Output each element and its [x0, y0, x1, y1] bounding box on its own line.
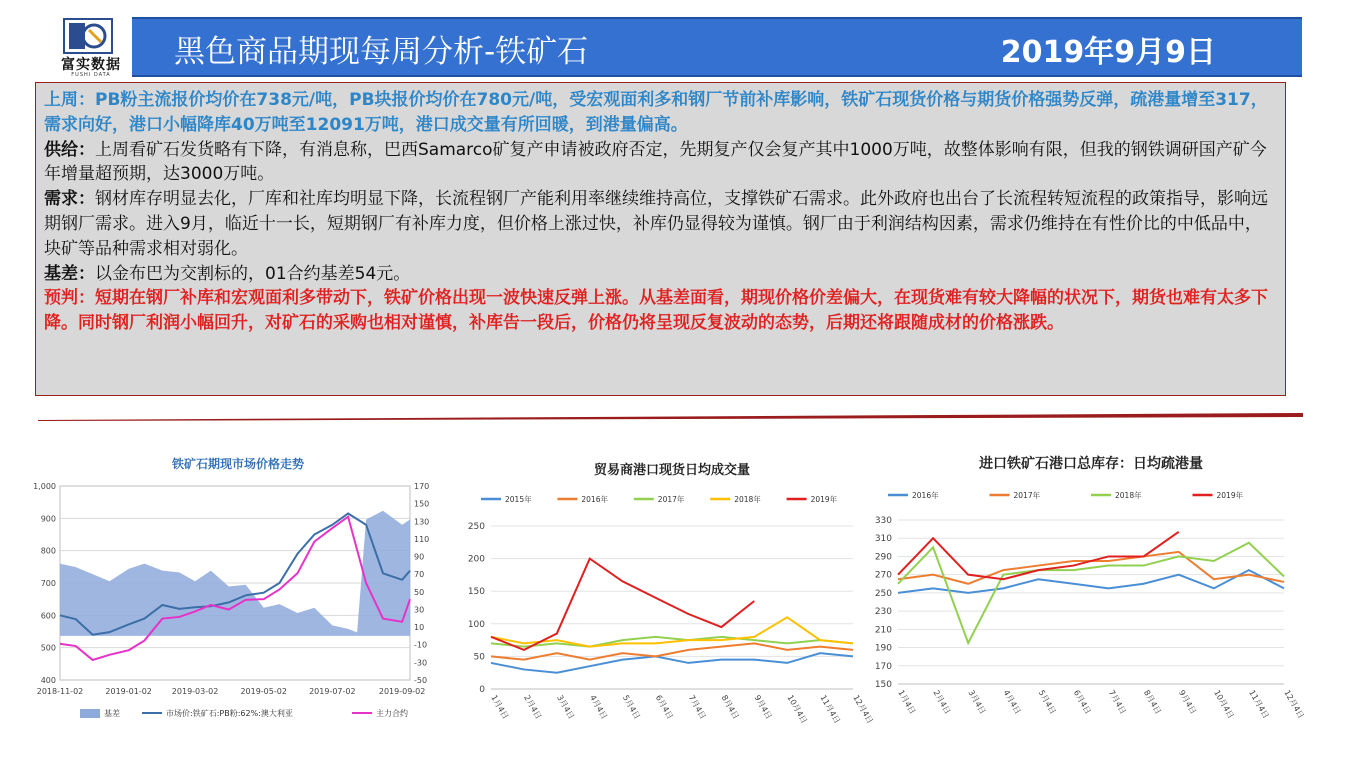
chart-title: 进口铁矿石港口总库存：日均疏港量	[979, 456, 1203, 472]
legend-label: 基差	[104, 709, 120, 718]
x-tick-label: 9月4日	[752, 693, 774, 721]
legend-label: 2015年	[505, 495, 532, 504]
y-tick-label: 150	[467, 587, 485, 598]
last-week-paragraph	[44, 88, 1277, 138]
x-tick-label: 7月4日	[686, 693, 708, 721]
x-tick-label: 12月4日	[851, 693, 875, 726]
y-tick-label: 200	[467, 554, 485, 565]
supply-label: 供给：	[44, 139, 95, 160]
y-right-tick-label: 90	[414, 552, 425, 562]
x-tick-label: 4月4日	[1001, 688, 1023, 716]
x-tick-label: 2019-09-02	[378, 687, 426, 696]
x-tick-label: 5月4日	[1036, 688, 1058, 716]
x-tick-label: 5月4日	[620, 693, 642, 721]
y-right-tick-label: 30	[414, 605, 425, 615]
legend-label: 2017年	[657, 495, 685, 504]
legend-label: 2019年	[1216, 491, 1244, 500]
y-right-tick-label: 50	[414, 587, 425, 597]
y-tick-label: 190	[874, 643, 892, 654]
x-tick-label: 2月4日	[931, 688, 953, 716]
y-tick-label: 100	[467, 619, 485, 630]
x-tick-label: 10月4日	[1212, 688, 1236, 721]
y-left-tick-label: 800	[40, 546, 56, 556]
chart-title: 铁矿石期现市场价格走势	[171, 457, 305, 471]
demand-label: 需求：	[44, 189, 95, 210]
y-left-tick-label: 900	[40, 514, 56, 524]
legend-label: 主力合约	[376, 709, 408, 718]
y-right-tick-label: -10	[414, 640, 428, 650]
legend-label: 2017年	[1013, 491, 1041, 500]
y-left-tick-label: 600	[40, 611, 56, 621]
series-line	[898, 532, 1179, 579]
header-banner	[132, 17, 1302, 77]
x-tick-label: 2019-03-02	[171, 687, 219, 696]
legend-label: 2016年	[581, 495, 608, 504]
legend-label: 市场价:铁矿石:PB粉:62%:澳大利亚	[166, 709, 293, 718]
y-right-tick-label: 130	[414, 517, 430, 527]
y-tick-label: 170	[874, 661, 892, 672]
y-right-tick-label: 110	[414, 534, 430, 544]
x-tick-label: 2019-01-02	[105, 687, 152, 696]
x-tick-label: 10月4日	[785, 693, 809, 726]
page-title: 黑色商品期现每周分析-铁矿石	[174, 34, 589, 70]
x-tick-label: 4月4日	[587, 693, 609, 721]
logo-name: 富实数据	[61, 57, 121, 73]
y-tick-label: 270	[874, 570, 892, 581]
y-right-tick-label: -30	[414, 658, 428, 668]
y-tick-label: 210	[874, 625, 892, 636]
series-line	[491, 643, 853, 659]
legend-label: 2018年	[734, 495, 761, 504]
last-week-text: PB粉主流报价均价在738元/吨，PB块报价均价在780元/吨，受宏观面利多和钢厂节前补库影响，铁矿石现货价格与期货价格强势反弹，疏港量增至317，需求向好，港口小幅降库40万吨至12091万吨，港口成交量有所回暖，到港量偏高。	[44, 90, 1268, 135]
y-tick-label: 250	[467, 522, 485, 532]
forecast-label: 预判：	[44, 288, 95, 309]
y-right-tick-label: 70	[414, 570, 425, 580]
y-left-tick-label: 500	[40, 643, 56, 653]
x-tick-label: 8月4日	[1141, 688, 1163, 716]
legend-swatch	[80, 709, 100, 718]
analysis-box	[35, 82, 1286, 396]
chart-title: 贸易商港口现货日均成交量	[593, 463, 751, 478]
legend-label: 2016年	[912, 491, 939, 500]
y-tick-label: 0	[479, 685, 485, 695]
basis-paragraph	[44, 262, 1277, 287]
x-tick-label: 9月4日	[1176, 688, 1198, 716]
demand-text: 钢材库存明显去化，厂库和社库均明显下降，长流程钢厂产能利用率继续维持高位，支撑铁矿石需求。此外政府也出台了长流程转短流程的政策指导，影响远期钢厂需求。进入9月，临近十一长，短期钢厂有补库力度，但价格上涨过快，补库仍显得较为谨慎。钢厂由于利润结构因素，需求仍维持在有性价比的中低品中，块矿等品种需求相对弱化。	[44, 189, 1268, 259]
x-tick-label: 8月4日	[719, 693, 741, 721]
legend-label: 2018年	[1115, 491, 1142, 500]
basis-label: 基差：	[44, 263, 95, 284]
x-tick-label: 2月4日	[522, 693, 544, 721]
y-tick-label: 50	[473, 652, 485, 663]
forecast-paragraph	[44, 286, 1277, 336]
x-tick-label: 2018-11-02	[36, 687, 84, 696]
x-tick-label: 2019-05-02	[240, 687, 287, 696]
series-line	[491, 559, 754, 650]
basis-text: 以金布巴为交割标的，01合约基差54元。	[95, 263, 411, 284]
x-tick-label: 7月4日	[1106, 688, 1128, 716]
x-tick-label: 3月4日	[555, 693, 576, 721]
x-tick-label: 11月4日	[818, 693, 842, 726]
price-trend-chart	[30, 444, 445, 724]
supply-text: 上周看矿石发货略有下降，有消息称，巴西Samarco矿复产申请被政府否定，先期复产仅会复产其中1000万吨，故整体影响有限，但我的钢铁调研国产矿今年增量超预期，达3000万吨。	[44, 139, 1267, 185]
y-tick-label: 150	[874, 680, 892, 690]
x-tick-label: 6月4日	[653, 693, 675, 721]
section-divider	[38, 412, 1303, 421]
y-tick-label: 230	[874, 607, 892, 618]
last-week-label: 上周：	[44, 90, 95, 110]
forecast-text: 短期在钢厂补库和宏观面利多带动下，铁矿价格出现一波快速反弹上涨。从基差面看，期现价格价差偏大，在现货难有较大降幅的状况下，期货也难有太多下降。同时钢厂利润小幅回升，对矿石的采购也相对谨慎，补库告一段后，价格仍将呈现反复波动的态势，后期还将跟随成材的价格涨跌。	[44, 288, 1268, 334]
y-left-tick-label: 400	[40, 676, 56, 685]
y-right-tick-label: -50	[414, 676, 428, 685]
report-date: 2019年9月9日	[1000, 35, 1216, 70]
y-left-tick-label: 700	[40, 579, 56, 588]
y-tick-label: 330	[874, 516, 892, 526]
y-right-tick-label: 10	[414, 623, 425, 633]
company-logo	[52, 16, 130, 78]
logo-mark-icon	[63, 18, 113, 54]
demand-paragraph	[44, 187, 1277, 261]
legend-label: 2019年	[810, 495, 838, 504]
y-right-tick-label: 170	[414, 482, 430, 491]
x-tick-label: 2019-07-02	[309, 687, 356, 696]
x-tick-label: 6月4日	[1071, 688, 1093, 716]
y-tick-label: 290	[874, 552, 892, 563]
x-tick-label: 12月4日	[1282, 688, 1306, 721]
x-tick-label: 3月4日	[966, 688, 988, 716]
logo-subtitle: FUSHI DATA	[71, 72, 111, 78]
supply-paragraph	[44, 138, 1277, 188]
trade-volume-chart	[455, 444, 875, 739]
port-outflow-chart	[864, 444, 1306, 739]
y-tick-label: 310	[874, 534, 892, 545]
y-right-tick-label: 150	[414, 499, 430, 509]
x-tick-label: 1月4日	[489, 693, 511, 721]
x-tick-label: 1月4日	[896, 688, 918, 716]
y-tick-label: 250	[874, 588, 892, 599]
y-left-tick-label: 1,000	[33, 482, 56, 491]
x-tick-label: 11月4日	[1247, 688, 1271, 721]
